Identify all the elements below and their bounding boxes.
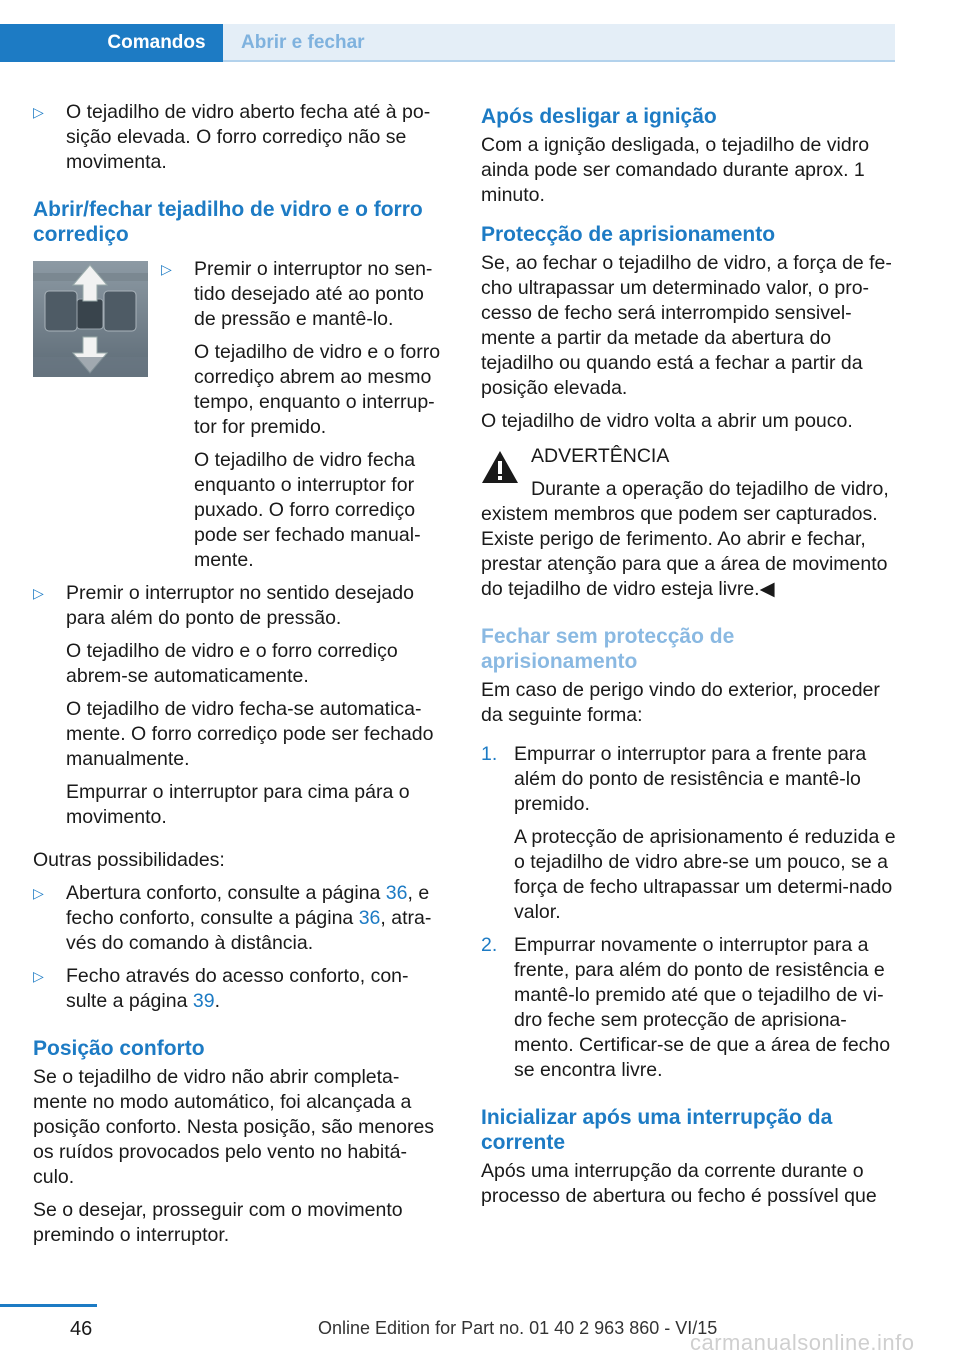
roof-switch-photo [33,261,148,377]
heading-abrir-fechar: Abrir/fechar tejadilho de vidro e o forro corrediço [33,198,423,246]
right-column [481,100,896,1217]
step-subtext: A protecção de aprisionamento é reduzida e o tejadilho de vidro abre-se um pouco, se a força de fecho ultrapassar um determi-nado valor. [514,826,896,923]
warning-box [481,444,896,602]
edition-text: Online Edition for Part no. 01 40 2 963 860 - VI/15 [318,1318,718,1338]
watermark: carmanualsonline.info [690,1330,915,1355]
bullet-text: O tejadilho de vidro e o forro corrediço abrem-se automaticamente. [66,640,398,687]
tab-comandos[interactable]: Comandos [0,24,223,62]
list-item [161,257,445,581]
bullet-text: Premir o interruptor no sen-tido desejado até ao ponto de pressão e mantê-lo. [194,258,433,330]
bullet-triangle-icon: ▷ [33,585,44,601]
bullet-text: O tejadilho de vidro fecha enquanto o interruptor for puxado. O forro corrediço pode ser fechado manual-mente. [194,449,421,571]
bullet-text: O tejadilho de vidro aberto fecha até à po-sição elevada. O forro corrediço não se movimenta. [66,101,431,173]
bullet-text: Premir o interruptor no sentido desejado para além do ponto de pressão. [66,582,414,629]
text-run: , atra-vés do comando à distância. [66,907,432,954]
tab-underline [223,60,895,62]
outras-possibilidades: Outras possibilidades: [33,849,225,871]
bullet-triangle-icon: ▷ [33,104,44,120]
paragraph: Se o tejadilho de vidro não abrir completa-mente no modo automático, foi alcançada a posição conforto. Nesta posição, são menores os ruídos provocados pelo vento no habitá-culo. [33,1066,435,1188]
warning-triangle-icon [481,450,519,484]
bullet-text: O tejadilho de vidro e o forro corrediço abrem ao mesmo tempo, enquanto o interrup-tor for premido. [194,341,441,438]
paragraph: Se, ao fechar o tejadilho de vidro, a força de fe-cho ultrapassar um determinado valor, o pro-cesso de fecho será interrompido sensivel-mente a partir da metade da abertura do tejadilho ou quando está a fechar a partir da posição elevada. [481,252,892,399]
warning-title: ADVERTÊNCIA [531,445,670,467]
bullet-triangle-icon: ▷ [33,885,44,901]
bullet-text: O tejadilho de vidro fecha-se automatica-mente. O forro corrediço pode ser fechado manualmente. [66,698,434,770]
paragraph: Em caso de perigo vindo do exterior, proceder da seguinte forma: [481,679,880,726]
bullet-text [66,881,445,956]
warning-text [481,477,896,602]
numbered-step [481,742,896,925]
footer-rule [0,1304,97,1307]
paragraph: O tejadilho de vidro volta a abrir um pouco. [481,410,853,432]
list-item [33,581,445,830]
heading-proteccao: Protecção de aprisionamento [481,223,776,246]
warning-text-run: Durante a operação do tejadilho de vidro, existem membros que podem ser capturados. Existe perigo de ferimento. Ao abrir e fechar, prestar atenção para que a área de movimento do tejadilho de vidro esteja livre.◀ [481,478,889,600]
bullet-triangle-icon: ▷ [161,261,172,277]
bullet-triangle-icon: ▷ [33,968,44,984]
text-run: . [214,990,220,1012]
text-run: Abertura conforto, consulte a página [66,882,386,904]
step-text: Empurrar novamente o interruptor para a frente, para além do ponto de resistência e mantê-lo premido até que o tejadilho de vi-dro feche sem protecção de aprisiona-mento. Certificar-se de que a área de fecho se encontra livre. [514,934,891,1081]
bullet-text: Empurrar o interruptor para cima pára o movimento. [66,781,410,828]
text-run: Fecho através do acesso conforto, con-sulte a página [66,965,409,1012]
step-text: Empurrar o interruptor para a frente para além do ponto de resistência e mantê-lo premido. [514,743,867,815]
step-number: 1. [481,743,498,765]
heading-fechar-sem-proteccao: Fechar sem protecção de aprisionamento [481,625,735,673]
bullet-text [66,964,445,1014]
left-column [33,100,445,1256]
page-number: 46 [70,1318,93,1340]
heading-inicializar: Inicializar após uma interrupção da corrente [481,1106,833,1154]
header-tabs [0,0,895,62]
list-item [33,881,445,956]
paragraph: Após uma interrupção da corrente durante o processo de abertura ou fecho é possível que [481,1160,877,1207]
image-with-instructions [33,257,445,581]
heading-apos-desligar: Após desligar a ignição [481,105,717,128]
text-run: , e fecho conforto, consulte a página [66,882,430,929]
heading-posicao-conforto: Posição conforto [33,1037,205,1060]
step-number: 2. [481,934,498,956]
numbered-step [481,933,896,1083]
list-item [33,964,445,1014]
page-link-39[interactable]: 39 [192,990,215,1012]
tab-abrir-e-fechar[interactable]: Abrir e fechar [223,24,895,62]
page-link-36[interactable]: 36 [385,882,408,904]
page-link-36[interactable]: 36 [358,907,381,929]
paragraph: Se o desejar, prosseguir com o movimento premindo o interruptor. [33,1199,403,1246]
paragraph: Com a ignição desligada, o tejadilho de vidro ainda pode ser comandado durante aprox. 1 minuto. [481,134,870,206]
list-item [33,100,445,175]
